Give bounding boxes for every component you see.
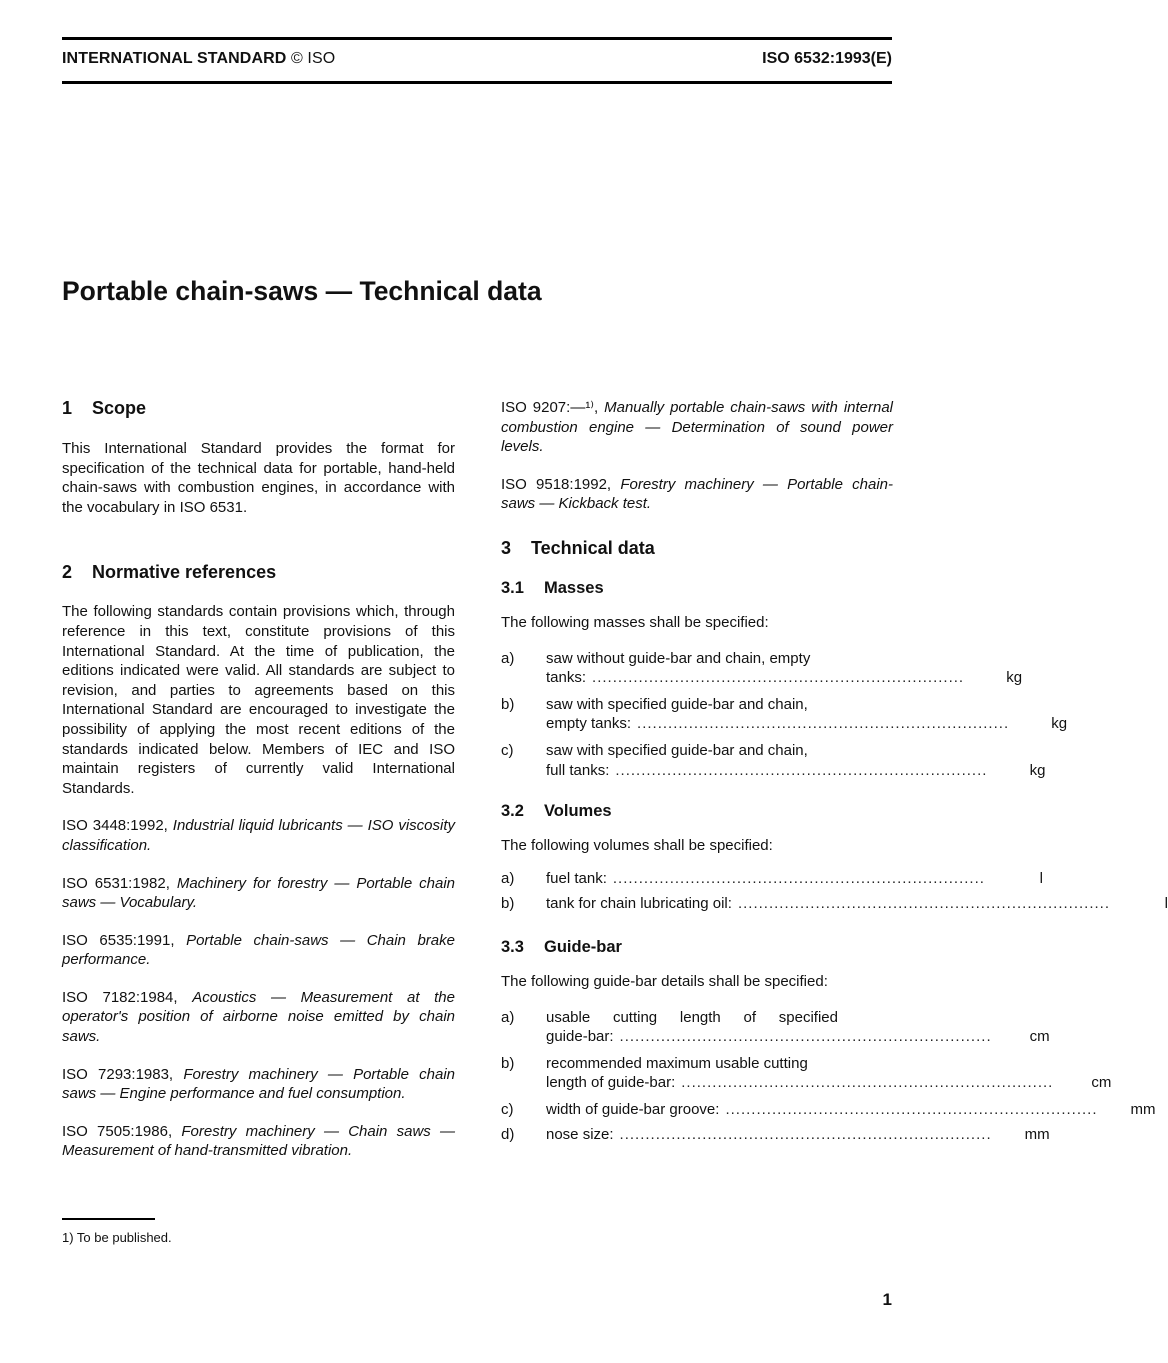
dot-leader: ........................................................................ bbox=[612, 869, 985, 887]
header-standard-text: INTERNATIONAL STANDARD bbox=[62, 50, 287, 67]
item-unit: l bbox=[1164, 895, 1168, 913]
section-number: 1 bbox=[62, 398, 73, 418]
section-1-heading bbox=[62, 398, 455, 419]
dot-leader: ........................................................................ bbox=[637, 715, 1010, 733]
reference-code: ISO 6535:1991, bbox=[62, 931, 175, 949]
section-number: 2 bbox=[62, 562, 73, 583]
reference-entry bbox=[62, 988, 455, 1047]
footnote: 1) To be published. bbox=[62, 1230, 172, 1245]
page-number: 1 bbox=[882, 1290, 892, 1309]
reference-code: ISO 7182:1984, bbox=[62, 988, 178, 1006]
reference-entry bbox=[501, 475, 893, 514]
item-text: fuel tank: bbox=[546, 869, 607, 887]
item-unit: kg bbox=[1051, 715, 1068, 733]
item-label: b) bbox=[501, 895, 515, 913]
subsection-number: 3.1 bbox=[501, 578, 524, 597]
item-label: b) bbox=[501, 1054, 515, 1072]
normative-intro-text: The following standards contain provisions which, through reference in this text, constitute provisions of this International Standard. At the time of publication, the editions indicated were valid. All standards are subject to revision, and parties to agreements based on this International Standard are encouraged to investigate the possibility of applying the most recent editions of the standards indicated below. Members of IEC and ISO maintain registers of currently valid International Standards. bbox=[62, 603, 455, 797]
item-unit: cm bbox=[1091, 1074, 1112, 1092]
volumes-intro: The following volumes shall be specified: bbox=[501, 837, 773, 855]
subsection-number: 3.3 bbox=[501, 937, 524, 956]
subsection-number: 3.2 bbox=[501, 802, 524, 821]
reference-title: Manually portable chain-saws with internal combustion engine — Determination of sound power levels. bbox=[501, 399, 894, 456]
section-3-heading bbox=[501, 538, 893, 559]
item-line bbox=[546, 1027, 1050, 1047]
list-item bbox=[501, 1125, 1050, 1145]
document-title: Portable chain-saws — Technical data bbox=[62, 276, 542, 306]
section-title: Scope bbox=[92, 398, 147, 418]
item-unit: kg bbox=[1029, 761, 1046, 779]
item-label: d) bbox=[501, 1126, 515, 1144]
item-body bbox=[546, 1100, 1156, 1120]
subsection-3-1-heading bbox=[501, 579, 893, 598]
reference-code: ISO 9518:1992, bbox=[501, 475, 612, 493]
item-line: recommended maximum usable cutting bbox=[546, 1054, 808, 1072]
reference-title: Portable chain-saws — Chain brake performance. bbox=[62, 931, 455, 969]
dot-leader: ........................................................................ bbox=[615, 761, 988, 779]
item-line bbox=[546, 714, 1068, 734]
item-label: a) bbox=[501, 1008, 515, 1026]
list-item bbox=[501, 1054, 1112, 1093]
reference-entry bbox=[62, 874, 455, 913]
header-rule-bottom bbox=[62, 81, 892, 84]
item-text: tanks: bbox=[546, 669, 587, 687]
reference-entry bbox=[62, 931, 455, 970]
reference-entry bbox=[62, 816, 455, 855]
item-line bbox=[546, 668, 1022, 688]
reference-code: ISO 6531:1982, bbox=[62, 874, 170, 892]
item-body bbox=[546, 741, 1046, 780]
reference-code: ISO 7505:1986, bbox=[62, 1122, 173, 1140]
guidebar-intro: The following guide-bar details shall be specified: bbox=[501, 972, 828, 990]
item-line bbox=[546, 761, 1046, 781]
item-body bbox=[546, 1008, 1050, 1047]
item-unit: cm bbox=[1029, 1028, 1050, 1046]
item-text: nose size: bbox=[546, 1126, 614, 1144]
masses-intro: The following masses shall be specified: bbox=[501, 613, 769, 631]
reference-title: Acoustics — Measurement at the operator's position of airborne noise emitted by chain saws. bbox=[62, 988, 455, 1046]
section-title: Normative references bbox=[92, 562, 277, 583]
subsection-3-3-heading bbox=[501, 938, 893, 957]
item-line: saw with specified guide-bar and chain, bbox=[546, 741, 808, 759]
reference-title: Forestry machinery — Chain saws — Measurement of hand-transmitted vibration. bbox=[62, 1122, 455, 1160]
header-rule-top bbox=[62, 37, 892, 40]
item-body bbox=[546, 869, 1043, 889]
section-number: 3 bbox=[501, 537, 512, 558]
list-item bbox=[501, 695, 1068, 734]
header-copyright: © ISO bbox=[290, 50, 336, 67]
list-item bbox=[501, 894, 1168, 914]
item-unit: mm bbox=[1024, 1126, 1050, 1144]
reference-title: Forestry machinery — Portable chain-saws — Kickback test. bbox=[501, 475, 893, 513]
dot-leader: ........................................................................ bbox=[592, 669, 965, 687]
reference-entry bbox=[62, 1122, 455, 1161]
item-line: saw without guide-bar and chain, empty bbox=[546, 649, 811, 667]
list-item bbox=[501, 649, 1023, 688]
right-column bbox=[501, 398, 1168, 1145]
list-item bbox=[501, 869, 1043, 889]
list-item bbox=[501, 1008, 1050, 1047]
item-line: usable cutting length of specified bbox=[546, 1008, 838, 1026]
item-label: b) bbox=[501, 695, 515, 713]
dot-leader: ........................................................................ bbox=[619, 1028, 992, 1046]
footnote-rule bbox=[62, 1218, 155, 1220]
reference-title: Machinery for forestry — Portable chain saws — Vocabulary. bbox=[62, 874, 455, 912]
subsection-title: Masses bbox=[544, 578, 604, 597]
item-unit: kg bbox=[1006, 669, 1023, 687]
item-body bbox=[546, 894, 1168, 914]
dot-leader: ........................................................................ bbox=[725, 1100, 1098, 1118]
reference-code: ISO 9207:—¹⁾, bbox=[501, 399, 599, 416]
header-standard-label bbox=[62, 50, 335, 68]
reference-code: ISO 7293:1983, bbox=[62, 1065, 174, 1083]
item-body bbox=[546, 649, 1022, 688]
item-unit: mm bbox=[1130, 1100, 1156, 1118]
item-text: tank for chain lubricating oil: bbox=[546, 895, 732, 913]
item-text: length of guide-bar: bbox=[546, 1074, 676, 1092]
item-label: c) bbox=[501, 741, 514, 759]
reference-title: Forestry machinery — Portable chain saws — Engine performance and fuel consumption. bbox=[62, 1065, 455, 1103]
item-unit: l bbox=[1039, 869, 1043, 887]
dot-leader: ........................................................................ bbox=[737, 895, 1110, 913]
section-title: Technical data bbox=[531, 537, 655, 558]
item-text: guide-bar: bbox=[546, 1028, 614, 1046]
dot-leader: ........................................................................ bbox=[619, 1126, 992, 1144]
subsection-3-2-heading bbox=[501, 802, 893, 821]
section-2-heading bbox=[62, 562, 455, 583]
item-body bbox=[546, 1054, 1112, 1093]
subsection-title: Guide-bar bbox=[544, 937, 622, 956]
guidebar-list bbox=[501, 1008, 1156, 1146]
list-item bbox=[501, 741, 1046, 780]
item-label: c) bbox=[501, 1100, 514, 1118]
reference-entry bbox=[62, 1065, 455, 1104]
header-doc-id: ISO 6532:1993(E) bbox=[762, 50, 892, 67]
reference-entry bbox=[501, 398, 893, 457]
masses-list bbox=[501, 649, 1068, 781]
item-body bbox=[546, 1125, 1050, 1145]
item-text: empty tanks: bbox=[546, 715, 632, 733]
item-body bbox=[546, 695, 1068, 734]
reference-title: Industrial liquid lubricants — ISO viscosity classification. bbox=[62, 817, 456, 854]
scope-text: This International Standard provides the format for specification of the technical data for portable, hand-held chain-saws with combustion engines, in accordance with the vocabulary in ISO 6531. bbox=[62, 440, 455, 516]
left-column bbox=[62, 398, 455, 1161]
item-label: a) bbox=[501, 869, 515, 887]
item-text: full tanks: bbox=[546, 761, 610, 779]
volumes-list bbox=[501, 869, 1168, 914]
item-line: saw with specified guide-bar and chain, bbox=[546, 695, 808, 713]
reference-code: ISO 3448:1992, bbox=[62, 817, 168, 835]
item-label: a) bbox=[501, 649, 515, 667]
list-item bbox=[501, 1100, 1156, 1120]
item-text: width of guide-bar groove: bbox=[546, 1100, 720, 1118]
item-line bbox=[546, 1073, 1112, 1093]
subsection-title: Volumes bbox=[544, 802, 612, 821]
dot-leader: ........................................................................ bbox=[681, 1074, 1054, 1092]
